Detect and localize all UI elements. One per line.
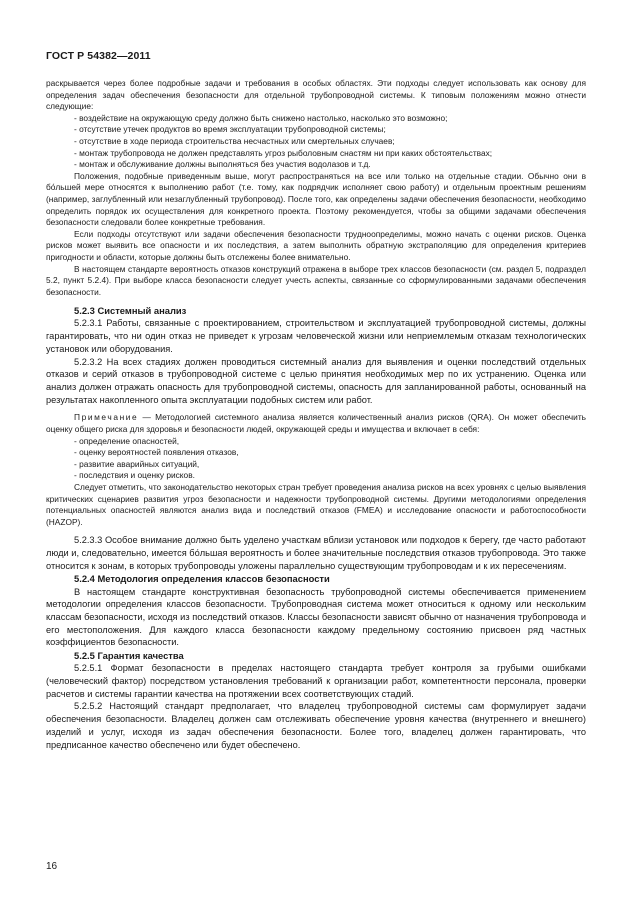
document-header: ГОСТ Р 54382—2011 — [46, 50, 151, 62]
clause-5-2-5-1: 5.2.5.1 Формат безопасности в пределах настоящего стандарта требует контроля за грубыми ошибками (человеческий фактор) посредством установления требований к организации работ, компетентности персонала, проверки расчетов и системы гарантии качества на протяжении всех соответствующих стадий. — [46, 663, 586, 699]
list-item: - воздействие на окружающую среду должно быть снижено настолько, насколько это возможно; — [74, 112, 448, 123]
paragraph-risk-assessment: Если подходы отсутствуют или задачи обеспечения безопасности трудноопределимы, можно начать с оценки рисков. Оценка рисков может выявить все опасности и их последствия, а затем выполнить обратную экстраполяцию для определения критериев пригодности и области, которые должны быть отслежены более внимательно. — [46, 228, 586, 262]
clause-5-2-3-2: 5.2.3.2 На всех стадиях должен проводиться системный анализ для выявления и оценки последствий отдельных отказов и серий отказов в трубопроводной системе с целью принятия необходимых мер по их устранению. Оценка или анализ должен отражать опасность для трубопроводной системы, опасность для запланированной работы, основанный на результатах накопленного опыта эксплуатации подобных систем или работ. — [46, 356, 586, 405]
paragraph-safety-classes: В настоящем стандарте конструктивная безопасность трубопроводной системы обеспечивается применением методологии определения классов безопасности. Трубопроводная система может относиться к одному или нескольким классам безопасности, исходя из последствий отказов. Классы безопасности зависят обычно от назначения трубопровода и его местоположения. Для каждого класса безопасности каждому предельному состоянию присвоен ряд частных коэффициентов безопасности. — [46, 586, 586, 648]
intro-paragraph: раскрывается через более подробные задачи и требования в особых областях. Эти подходы следует использовать как основу для определения задач обеспечения безопасности для отдельной трубопроводной системы. К типовым положениям можно отнести следующие: — [46, 78, 586, 112]
note-list-item: - определение опасностей, — [74, 435, 180, 446]
section-heading-5-2-5: 5.2.5 Гарантия качества — [74, 650, 184, 662]
clause-5-2-5-2: 5.2.5.2 Настоящий стандарт предполагает, что владелец трубопроводной системы сам формулирует задачи обеспечения безопасности. Владелец должен сам отслеживать обеспечение уровня качества (внутреннего и внешнего) изделий и услуг, исходя из задач обеспечения безопасности. Более того, владелец должен гарантировать, что предписанное качество обеспечено или будет обеспечено. — [46, 701, 586, 750]
list-item: - отсутствие в ходе периода строительства несчастных или смертельных случаев; — [74, 135, 395, 146]
paragraph-failure-probability: В настоящем стандарте вероятность отказов конструкций отражена в выборе трех классов безопасности (см. раздел 5, подраздел 5.2, пункт 5.2.4). При выборе класса безопасности следует учесть аспекты, связанные со сформулированными задачами обеспечения безопасности. — [46, 263, 586, 297]
list-item: - монтаж и обслуживание должны выполняться без участия водолазов и т.д. — [74, 159, 371, 170]
document-body — [46, 78, 586, 751]
list-item: - отсутствие утечек продуктов во время эксплуатации трубопроводной системы; — [74, 124, 386, 135]
note-paragraph-legislation: Следует отметить, что законодательство некоторых стран требует проведения анализа рисков на всех уровнях с целью выявления критических сценариев развития угроз безопасности и надежности трубопроводной системы. Другими методологиями определения потенциальных опасностей являются анализ вида и последствий отказов (FMEA) и исследование опасности и работоспособности (HAZOP). — [46, 481, 586, 527]
section-heading-5-2-3: 5.2.3 Системный анализ — [74, 305, 187, 317]
clause-5-2-3-1: 5.2.3.1 Работы, связанные с проектированием, строительством и эксплуатацией трубопроводной системы, должны гарантировать, что ни один отказ не приведет к угрозам человеческой жизни или неприемлемым отказам технологических установок или оборудования. — [46, 318, 586, 354]
section-heading-5-2-4: 5.2.4 Методология определения классов безопасности — [74, 573, 330, 585]
note-list-item: - оценку вероятностей появления отказов, — [74, 447, 239, 458]
note-list-item: - развитие аварийных ситуаций, — [74, 458, 200, 469]
note-list-item: - последствия и оценку рисков. — [74, 470, 195, 481]
clause-5-2-3-3: 5.2.3.3 Особое внимание должно быть уделено участкам вблизи установок или подходов к берегу, где часто работают люди и, следовательно, имеется бо́льшая вероятность и более значительные последствия отказов трубопровода. Это также относится к зонам, в которых трубопроводы уложены параллельно существующим трубопроводам и к их пересечениям. — [46, 535, 586, 571]
list-item: - монтаж трубопровода не должен представлять угроз рыболовным снастям ни при каких обстоятельствах; — [74, 147, 493, 158]
note-paragraph — [46, 412, 586, 435]
page-number: 16 — [46, 861, 58, 872]
note-text: — Методологией системного анализа является количественный анализ рисков (QRA). Он может обеспечить оценку общего риска для здоровья и безопасности людей, окружающей среды и имущества и включает в себя: — [46, 412, 586, 434]
note-label: Примечание — [74, 412, 139, 423]
paragraph-provisions: Положения, подобные приведенным выше, могут распространяться на все или только на отдельные стадии. Обычно они в бо́льшей мере относятся к выполнению работ (т.е. тому, как подрядчик исполняет свою работу) и отдельным проектным решениям (например, заглубленный или незаглубленный трубопровод). После того, как определены задачи обеспечения безопасности, необходимо определить порядок их осуществления для конкретного проекта. Поэтому рекомендуется, чтобы за общими задачами обеспечения безопасности следовали более конкретные требования. — [46, 170, 586, 228]
